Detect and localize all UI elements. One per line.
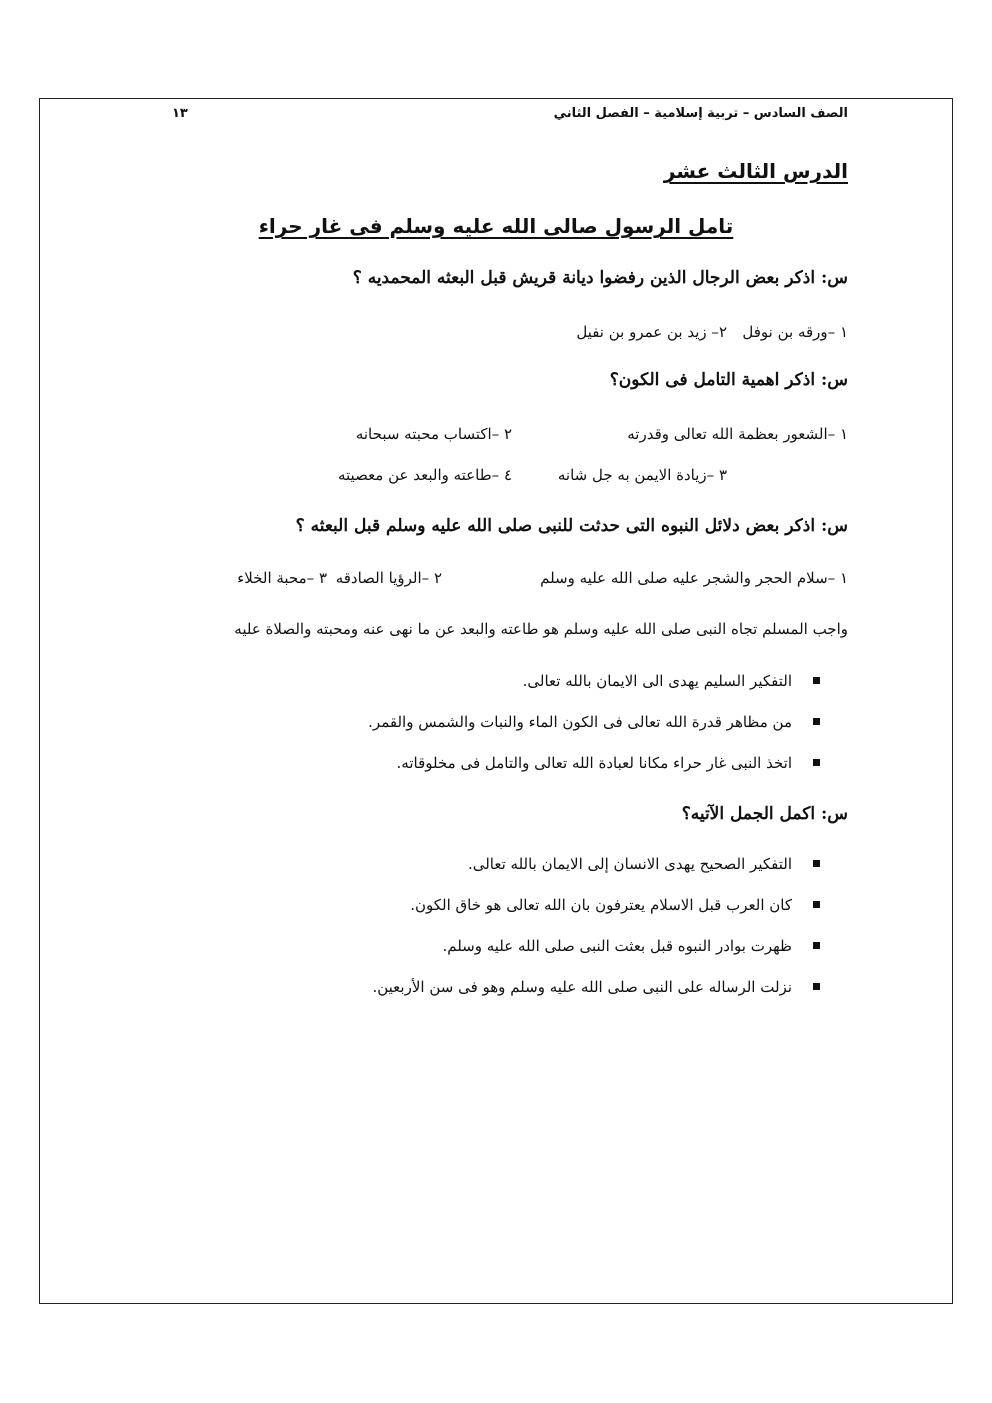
question-2: س: اذكر اهمية التامل فى الكون؟	[609, 370, 848, 390]
bullet-square-icon	[813, 901, 820, 908]
list-item: ظهرت بوادر النبوه قبل بعثت النبى صلى الله عليه وسلم.	[372, 933, 820, 974]
list-item: كان العرب قبل الاسلام يعترفون بان الله تعالى هو خاق الكون.	[372, 892, 820, 933]
list-item: اتخذ النبى غار حراء مكانا لعبادة الله تعالى والتامل فى مخلوقاته.	[368, 750, 820, 791]
question-3: س: اذكر بعض دلائل النبوه التى حدثت للنبى صلى الله عليه وسلم قبل البعثه ؟	[295, 516, 848, 536]
header-title: الصف السادس – تربية إسلامية – الفصل الثاني	[553, 106, 848, 121]
q3-answer-3: ٣ –محبة الخلاء	[237, 569, 327, 587]
q3-answer-2: ٢ –الرؤيا الصادقه	[335, 569, 442, 587]
bullet-square-icon	[813, 942, 820, 949]
q3-answer-1: ١ –سلام الحجر والشجر عليه صلى الله عليه وسلم	[540, 569, 848, 587]
q1-answer-2: ٢– زيد بن عمرو بن نفيل	[576, 323, 727, 341]
lesson-title: الدرس الثالث عشر	[663, 159, 848, 183]
list-item: التفكير الصحيح يهدى الانسان إلى الايمان بالله تعالى.	[372, 851, 820, 892]
page-number: ١٣	[172, 106, 188, 121]
q2-answer-2: ٢ –اكتساب محبته سبحانه	[355, 425, 512, 443]
lesson-subtitle: تامل الرسول صالى الله عليه وسلم فى غار حراء	[258, 214, 734, 238]
list-item: نزلت الرساله على النبى صلى الله عليه وسلم وهو فى سن الأربعين.	[372, 974, 820, 1015]
bullet-square-icon	[813, 860, 820, 867]
bullet-square-icon	[813, 718, 820, 725]
q2-answer-4: ٤ –طاعته والبعد عن معصيته	[337, 466, 512, 484]
list-item: من مظاهر قدرة الله تعالى فى الكون الماء والنبات والشمس والقمر.	[368, 709, 820, 750]
q2-answer-1: ١ –الشعور بعظمة الله تعالى وقدرته	[627, 425, 848, 443]
question-4: س: اكمل الجمل الآتيه؟	[681, 804, 848, 824]
question-1: س: اذكر بعض الرجال الذين رفضوا ديانة قريش قبل البعثه المحمديه ؟	[352, 268, 848, 288]
bullet-square-icon	[813, 983, 820, 990]
statement-text: واجب المسلم تجاه النبى صلى الله عليه وسلم هو طاعته والبعد عن ما نهى عنه ومحبته والصلاة عليه	[234, 620, 848, 638]
bullet-square-icon	[813, 677, 820, 684]
list-item: التفكير السليم يهدى الى الايمان بالله تعالى.	[368, 668, 820, 709]
facts-list	[368, 668, 820, 791]
q2-answer-3: ٣ –زيادة الايمن به جل شانه	[557, 466, 727, 484]
completion-list	[372, 851, 820, 1015]
bullet-square-icon	[813, 759, 820, 766]
q1-answer-1: ١ –ورقه بن نوفل	[742, 323, 848, 341]
